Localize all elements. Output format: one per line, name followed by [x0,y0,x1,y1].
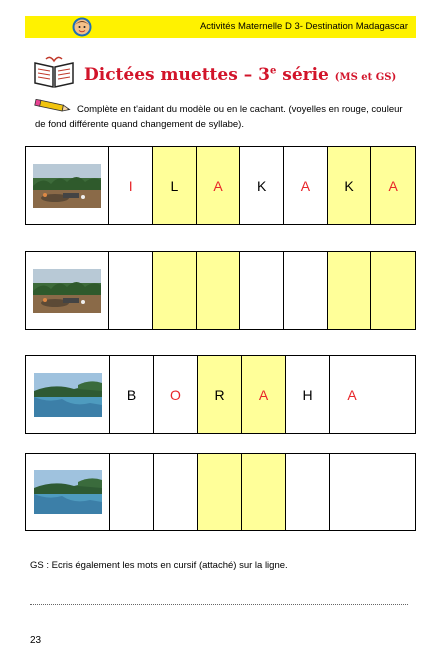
letter-cell: H [286,356,330,433]
letter-cell[interactable] [109,252,153,329]
ilakaka-landscape-photo [26,147,109,224]
letter-cell[interactable] [153,252,197,329]
title-main: Dictées muettes – 3 [84,65,270,85]
title-sup: e [269,65,277,77]
instruction-text: Complète en t'aidant du modèle ou en le cachant. (voyelles en rouge, couleur de fond différente quand changement de syllabe). [35,104,403,130]
page-number: 23 [30,635,42,646]
title-row [32,55,412,93]
letter-cell: B [110,356,154,433]
word-row-ilakaka-blank [25,251,416,330]
child-face-logo-icon [72,17,92,37]
page-title [84,65,396,85]
gs-instruction: GS : Ecris également les mots en cursif (attaché) sur la ligne. [30,560,288,571]
word-row-boraha-blank [25,453,416,531]
letter-cell: I [109,147,153,224]
cursive-writing-line[interactable] [30,604,408,605]
word-row-boraha-model [25,355,416,434]
letter-cell: L [153,147,197,224]
letter-cell[interactable] [242,454,286,530]
letter-cell[interactable] [197,252,241,329]
letter-cell[interactable] [284,252,328,329]
letter-cell[interactable] [110,454,154,530]
letter-cell[interactable] [240,252,284,329]
letter-cell[interactable] [198,454,242,530]
letter-cell: A [242,356,286,433]
ilakaka-landscape-photo [26,252,109,329]
letter-cell: A [347,386,357,403]
header-band [25,16,416,38]
header-title: Activités Maternelle D 3- Destination Madagascar [199,21,408,32]
title-subtitle: (MS et GS) [334,72,397,83]
letter-cell[interactable] [330,454,374,530]
letter-cell: A [197,147,241,224]
letter-cell: O [154,356,198,433]
open-book-icon [32,55,76,89]
word-row-ilakaka-model [25,146,416,225]
letter-cell[interactable] [154,454,198,530]
letter-cell: A [284,147,328,224]
letter-cell[interactable] [286,454,330,530]
letter-cell[interactable] [371,252,415,329]
title-tail: série [276,65,329,85]
letter-cell: K [240,147,284,224]
letter-cell[interactable] [328,252,372,329]
letter-cell: K [328,147,372,224]
letter-cell: R [198,356,242,433]
boraha-coast-photo [26,454,110,530]
letter-cell: A [371,147,415,224]
boraha-coast-photo [26,356,110,433]
